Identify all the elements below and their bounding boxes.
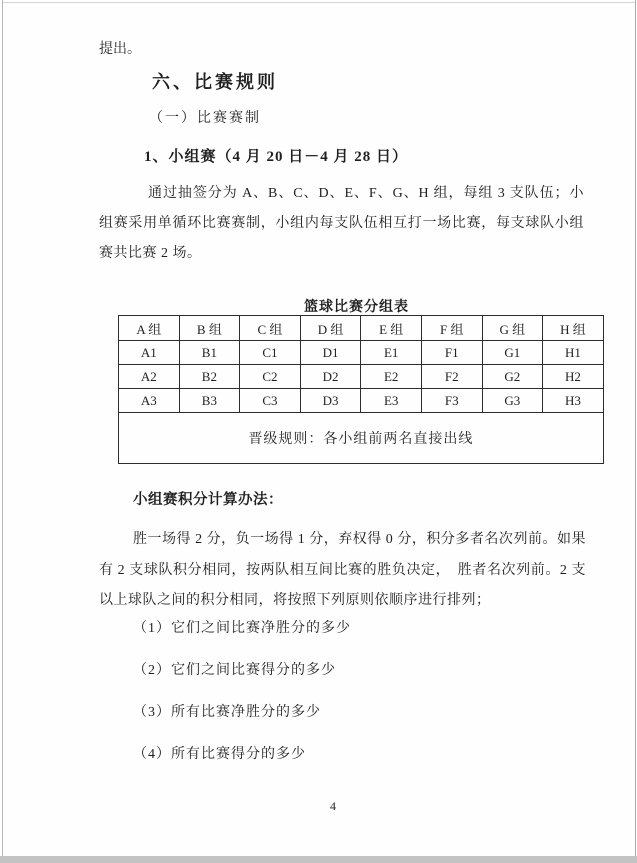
- group-stage-paragraph: 通过抽签分为 A、B、C、D、E、F、G、H 组，每组 3 支队伍；小组赛采用单循环比赛赛制，小组内每支队伍相互打一场比赛，每支球队小组赛共比赛 2 场。: [99, 186, 584, 261]
- table-cell: C1: [240, 341, 301, 365]
- table-cell: A3: [119, 389, 180, 413]
- table-cell: C2: [240, 365, 301, 389]
- table-cell: G2: [482, 365, 543, 389]
- table-header-cell: E 组: [361, 316, 422, 341]
- table-cell: F1: [421, 341, 482, 365]
- table-row: [119, 365, 604, 389]
- tiebreak-rule-item: （1）它们之间比赛净胜分的多少: [133, 621, 351, 636]
- grouping-table: [118, 315, 604, 464]
- table-cell: H1: [543, 341, 604, 365]
- table-header-cell: A 组: [119, 316, 180, 341]
- scan-edge-right: [635, 0, 636, 856]
- tiebreak-rule-item: （2）它们之间比赛得分的多少: [133, 663, 336, 678]
- table-cell: A2: [119, 365, 180, 389]
- scan-edge-bottom: [0, 856, 637, 863]
- table-row: [119, 341, 604, 365]
- tiebreak-rule-item: （4）所有比赛得分的多少: [133, 747, 306, 762]
- table-cell: H2: [543, 365, 604, 389]
- table-cell: D3: [300, 389, 361, 413]
- table-cell: C3: [240, 389, 301, 413]
- intro-text: 提出。: [99, 42, 141, 57]
- table-cell: E3: [361, 389, 422, 413]
- table-footer-row: [119, 413, 604, 464]
- tiebreak-rules-list: [133, 617, 351, 785]
- tiebreak-rule-item: （3）所有比赛净胜分的多少: [133, 705, 321, 720]
- table-header-cell: D 组: [300, 316, 361, 341]
- table-cell: B2: [179, 365, 240, 389]
- table-cell: F2: [421, 365, 482, 389]
- table-header-row: [119, 316, 604, 341]
- table-title: 篮球比赛分组表: [304, 300, 409, 315]
- table-cell: E2: [361, 365, 422, 389]
- points-method-heading: 小组赛积分计算办法：: [133, 492, 283, 508]
- table-cell: E1: [361, 341, 422, 365]
- table-header-cell: F 组: [421, 316, 482, 341]
- table-cell: A1: [119, 341, 180, 365]
- table-cell: H3: [543, 389, 604, 413]
- scan-edge-left: [2, 0, 3, 856]
- table-row: [119, 389, 604, 413]
- section-heading: 六、比赛规则: [152, 72, 278, 92]
- table-cell: G3: [482, 389, 543, 413]
- points-method-paragraph: 胜一场得 2 分，负一场得 1 分，弃权得 0 分，积分多者名次列前。如果有 2 支球队积分相同，按两队相互间比赛的胜负决定， 胜者名次列前。2 支以上球队之间的积分相同，将按照下列原则依顺序进行排列；: [99, 532, 586, 608]
- table-cell: F3: [421, 389, 482, 413]
- promotion-rule-cell: 晋级规则：各小组前两名直接出线: [119, 413, 604, 464]
- table-header-cell: B 组: [179, 316, 240, 341]
- table-cell: D2: [300, 365, 361, 389]
- table-cell: B3: [179, 389, 240, 413]
- table-cell: D1: [300, 341, 361, 365]
- table-header-cell: G 组: [482, 316, 543, 341]
- group-stage-heading: 1、小组赛（4 月 20 日－4 月 28 日）: [144, 149, 409, 165]
- page-number: 4: [330, 799, 336, 813]
- table-cell: B1: [179, 341, 240, 365]
- scan-edge-top: [3, 2, 635, 3]
- subsection-heading: （一）比赛赛制: [149, 111, 261, 126]
- table-cell: G1: [482, 341, 543, 365]
- table-header-cell: H 组: [543, 316, 604, 341]
- table-header-cell: C 组: [240, 316, 301, 341]
